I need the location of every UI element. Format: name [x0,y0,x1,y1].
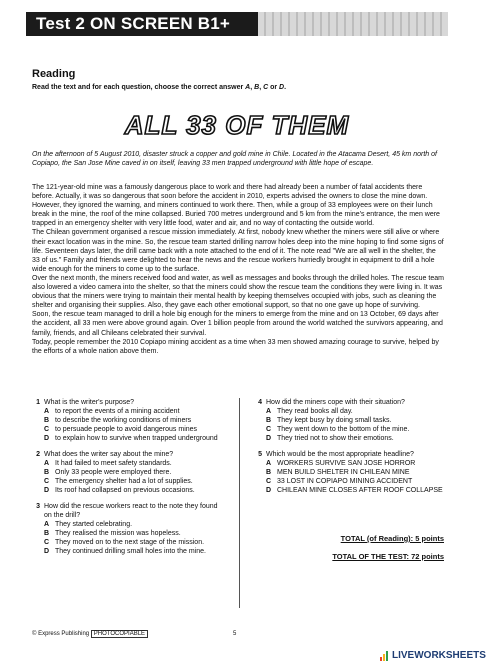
section-title: Reading [32,68,76,80]
article-paragraph: The 121-year-old mine was a famously dangerous place to work and there had already been a number of fatal accidents there before. Actually, it was so dangerous that soon before the accident in 2010, experts advised the owners to close the mine down. However, they ignored the warning, and miners continued to work there. Then, while a group of 33 employees were on their lunch break in the mine, the roof of the mine collapsed. Buried 700 metres underground and 5 km from the mine's entrance, the men were trapped in an emergency shelter with very little food, water and air, and no way of contacting the outside world. [32,184,440,228]
option-c[interactable]: C The emergency shelter had a lot of supplies. [44,478,193,485]
option-d[interactable]: D They continued drilling small holes into the mine. [44,548,206,555]
logo-text: LIVEWORKSHEETS [392,650,486,661]
option-d[interactable]: D to explain how to survive when trapped underground [44,435,218,442]
article-body [32,183,444,356]
article-paragraph: Soon, the rescue team managed to drill a hole big enough for the miners to emerge from the mine and on 13 October, 69 days after the accident, all 33 men were above ground again. Over 1 billion people from around the world watched the survivors appearing, and family, friends, and all Chileans celebrated their survival. [32,311,443,337]
question-4: 4 How did the miners cope with their situation? A They read books all day. B They kept busy by doing small tasks. C They went down to the bottom of the mine. D They tried not to show their emotions. [254,398,444,443]
question-2: 2 What does the writer say about the mine? A It had failed to meet safety standards. B Only 33 people were employed there. C The emergency shelter had a lot of supplies. D Its roof had collapsed on previous occasions. [32,450,222,495]
questions-right [254,398,444,502]
question-text: How did the rescue workers react to the note they found on the drill? [44,503,218,519]
article-intro: On the afternoon of 5 August 2010, disaster struck a copper and gold mine in Chile. Located in the Atacama Desert, 45 km north of Copiapo, the San Jose Mine caved in on itself, leaving 33 men trapped underground with little hope of escape. [32,151,437,167]
option-a[interactable]: A They read books all day. [266,408,353,415]
article-paragraph: Over the next month, the miners received food and water, as well as messages and books through the drilled holes. The rescue team also lowered a video camera into the shelter, so that the miners could show the rescue team the conditions they were living in. It was obvious that the miners were trying to maintain their mental health by keeping themselves occupied with jobs, such as cleaning the shelter and organising their supplies. Also, they gave each other emotional support, so that no one gave up hope of surviving. [32,274,444,310]
photocopiable-badge: PHOTOCOPIABLE [91,630,148,638]
option-a[interactable]: A It had failed to meet safety standards. [44,460,172,467]
header-decoration [258,12,448,36]
footer-copyright [32,631,148,637]
total-test: TOTAL OF THE TEST: 72 points [332,552,444,561]
instruction: Read the text and for each question, choose the correct answer A, B, C or D. [32,84,287,91]
question-text: What is the writer's purpose? [44,399,135,406]
option-b[interactable]: B Only 33 people were employed there. [44,469,172,476]
option-d[interactable]: D They tried not to show their emotions. [266,435,394,442]
option-a[interactable]: A They started celebrating. [44,521,133,528]
option-c[interactable]: C 33 LOST IN COPIAPO MINING ACCIDENT [266,478,413,485]
liveworksheets-icon [380,651,390,661]
total-reading: TOTAL (of Reading): 5 points [340,534,444,543]
option-b[interactable]: B MEN BUILD SHELTER IN CHILEAN MINE [266,469,410,476]
option-c[interactable]: C to persuade people to avoid dangerous mines [44,426,198,433]
option-c[interactable]: C They moved on to the next stage of the mission. [44,539,205,546]
page-number: 5 [233,631,237,637]
article-title: ALL 33 OF THEM [124,110,350,140]
question-3: 3 How did the rescue workers react to the note they found on the drill? A They started celebrating. B They realised the mission was hopeless. C They moved on to the next stage of the mission. D They continued drilling small holes into the mine. [32,502,222,556]
option-a[interactable]: A WORKERS SURVIVE SAN JOSE HORROR [266,460,416,467]
question-text: How did the miners cope with their situation? [266,399,405,406]
article-title-art [124,108,350,142]
option-a[interactable]: A to report the events of a mining accident [44,408,180,415]
test-title: Test 2 ON SCREEN B1+ [36,14,231,33]
option-d[interactable]: D Its roof had collapsed on previous occasions. [44,487,195,494]
question-1: 1 What is the writer's purpose? A to report the events of a mining accident B to describe the working conditions of miners C to persuade people to avoid dangerous mines D to explain how to survive when trapped underground [32,398,222,443]
questions-left [32,398,222,563]
option-d[interactable]: D CHILEAN MINE CLOSES AFTER ROOF COLLAPSE [266,487,443,494]
header-bar [26,12,448,36]
column-divider [239,398,240,608]
copyright-text: © Express Publishing [32,631,90,637]
question-5: 5 Which would be the most appropriate headline? A WORKERS SURVIVE SAN JOSE HORROR B MEN BUILD SHELTER IN CHILEAN MINE C 33 LOST IN COPIAPO MINING ACCIDENT D CHILEAN MINE CLOSES AFTER ROOF COLLAPSE [258,451,443,494]
article-paragraph: Today, people remember the 2010 Copiapo mining accident as a time when 33 men showed amazing courage to survive, helped by the efforts of a whole nation above them. [32,338,439,355]
option-b[interactable]: B to describe the working conditions of miners [44,417,192,424]
article-paragraph: The Chilean government organised a rescue mission immediately. At first, nobody knew whether the miners were still alive or where their exact location was in the mine. So, the rescue team started drilling narrow holes deep into the mine hoping to find some signs of life. Seventeen days later, the drill came back with a note attached to the end of it. The note read "We are all well in the shelter, the 33 of us." Family and friends were delighted to hear the news and the rescue workers hurriedly brought in equipment to drill a hole wide enough for the miners to come up to the surface. [32,229,444,273]
option-c[interactable]: C They went down to the bottom of the mine. [266,426,410,433]
question-text: What does the writer say about the mine? [44,451,174,458]
question-text: Which would be the most appropriate headline? [266,451,414,458]
option-b[interactable]: B They kept busy by doing small tasks. [266,417,392,424]
liveworksheets-logo[interactable] [380,650,486,661]
option-b[interactable]: B They realised the mission was hopeless. [44,530,181,537]
